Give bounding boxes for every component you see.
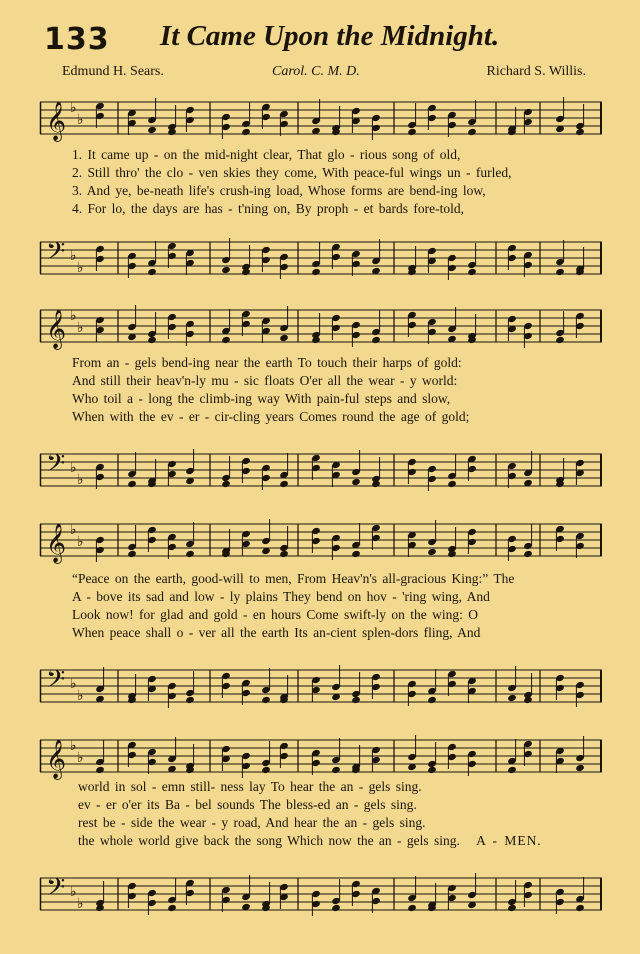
flat-icon: ♭ bbox=[70, 522, 77, 538]
treble-staff bbox=[40, 520, 602, 563]
lyric-verse-1: “Peace on the earth, good-will to men, From Heav'n's all-gracious King:” The bbox=[72, 571, 515, 586]
bass-staff bbox=[40, 450, 602, 490]
lyrics-block-2 bbox=[72, 354, 607, 426]
flat-icon: ♭ bbox=[77, 534, 84, 550]
lyric-verse-2: ev - er o'er its Ba - bel sounds The bless-ed an - gels sing. bbox=[78, 797, 417, 812]
note-head bbox=[311, 268, 321, 276]
note-head bbox=[427, 766, 437, 774]
note-head bbox=[279, 334, 289, 342]
note-head bbox=[185, 550, 195, 558]
flat-icon: ♭ bbox=[77, 320, 84, 336]
note-head bbox=[523, 550, 533, 558]
note-head bbox=[331, 904, 341, 912]
note-head bbox=[147, 126, 157, 134]
treble-staff bbox=[40, 98, 602, 141]
note-head bbox=[575, 128, 585, 136]
note-head bbox=[351, 550, 361, 558]
note-head bbox=[279, 480, 289, 488]
lyric-verse-2: 2. Still thro' the clo - ven skies they come, With peace-ful wings un - furled, bbox=[72, 165, 512, 180]
note-head bbox=[447, 480, 457, 488]
note-head bbox=[427, 548, 437, 556]
bass-clef-icon: 𝄢 bbox=[46, 237, 66, 272]
note-head bbox=[407, 128, 417, 136]
lyric-verse-4 bbox=[78, 832, 613, 850]
note-head bbox=[575, 764, 585, 772]
note-head bbox=[351, 696, 361, 704]
lyric-verse-4: When peace shall o - ver all the earth Its an-cient splen-dors fling, And bbox=[72, 625, 481, 640]
lyrics-block-4 bbox=[78, 778, 613, 850]
note-head bbox=[507, 766, 517, 774]
tune-meter: Carol. C. M. D. bbox=[272, 64, 360, 79]
note-head bbox=[467, 268, 477, 276]
flat-icon: ♭ bbox=[77, 112, 84, 128]
note-head bbox=[507, 694, 517, 702]
note-head bbox=[351, 478, 361, 486]
note-head bbox=[95, 766, 105, 774]
bass-clef-icon: 𝄢 bbox=[46, 873, 66, 908]
note-head bbox=[427, 696, 437, 704]
note-head bbox=[331, 766, 341, 774]
flat-icon: ♭ bbox=[70, 248, 77, 264]
composer-credit: Richard S. Willis. bbox=[486, 64, 586, 79]
flat-icon: ♭ bbox=[70, 676, 77, 692]
lyric-verse-3: Who toil a - long the climb-ing way With pain-ful steps and slow, bbox=[72, 391, 451, 406]
flat-icon: ♭ bbox=[70, 460, 77, 476]
flat-icon: ♭ bbox=[70, 100, 77, 116]
bass-staff bbox=[40, 238, 602, 278]
note-head bbox=[221, 480, 231, 488]
note-head bbox=[241, 128, 251, 136]
bass-staff bbox=[40, 666, 602, 706]
lyric-verse-4: When with the ev - er - cir-cling years Comes round the age of gold; bbox=[72, 409, 470, 424]
lyric-verse-1: 1. It came up - on the mid-night clear, That glo - rious song of old, bbox=[72, 147, 461, 162]
flat-icon: ♭ bbox=[70, 738, 77, 754]
bass-staff bbox=[40, 874, 602, 914]
treble-clef-icon: 𝄞 bbox=[46, 739, 67, 779]
note-head bbox=[185, 696, 195, 704]
flat-icon: ♭ bbox=[77, 688, 84, 704]
lyrics-block-3 bbox=[72, 570, 607, 642]
note-head bbox=[221, 266, 231, 274]
note-head bbox=[167, 904, 177, 912]
flat-icon: ♭ bbox=[70, 884, 77, 900]
lyric-verse-1: From an - gels bend-ing near the earth To touch their harps of gold: bbox=[72, 355, 462, 370]
flat-icon: ♭ bbox=[70, 308, 77, 324]
amen-label: A - MEN. bbox=[476, 833, 542, 848]
lyric-verse-4-text: the whole world give back the song Which now the an - gels sing. bbox=[78, 833, 460, 848]
note-head bbox=[575, 904, 585, 912]
flat-icon: ♭ bbox=[77, 750, 84, 766]
note-head bbox=[467, 128, 477, 136]
note-head bbox=[147, 336, 157, 344]
hymn-title: It Came Upon the Midnight. bbox=[160, 20, 500, 52]
lyric-verse-4: 4. For lo, the days are has - t'ning on, By proph - et bards fore-told, bbox=[72, 201, 464, 216]
note-head bbox=[127, 550, 137, 558]
note-head bbox=[371, 336, 381, 344]
note-head bbox=[555, 336, 565, 344]
lyric-verse-3: 3. And ye, be-neath life's crush-ing load, Whose forms are bend-ing low, bbox=[72, 183, 486, 198]
bass-clef-icon: 𝄢 bbox=[46, 665, 66, 700]
treble-clef-icon: 𝄞 bbox=[46, 309, 67, 349]
lyrics-block-1 bbox=[72, 146, 607, 218]
hymn-number: 133 bbox=[44, 22, 110, 57]
lyric-verse-2: A - bove its sad and low - ly plains They bend on hov - 'ring wing, And bbox=[72, 589, 490, 604]
bass-clef-icon: 𝄢 bbox=[46, 449, 66, 484]
lyric-verse-1: world in sol - emn still- ness lay To hear the an - gels sing. bbox=[78, 779, 422, 794]
treble-staff bbox=[40, 306, 602, 349]
flat-icon: ♭ bbox=[77, 260, 84, 276]
note-head bbox=[261, 766, 271, 774]
note-head bbox=[555, 268, 565, 276]
note-head bbox=[127, 480, 137, 488]
author-credit: Edmund H. Sears. bbox=[62, 64, 164, 79]
lyric-verse-3: Look now! for glad and gold - en hours Come swift-ly on the wing: O bbox=[72, 607, 478, 622]
note-head bbox=[279, 550, 289, 558]
flat-icon: ♭ bbox=[77, 896, 84, 912]
treble-clef-icon: 𝄞 bbox=[46, 523, 67, 563]
flat-icon: ♭ bbox=[77, 472, 84, 488]
lyric-verse-2: And still their heav'n-ly mu - sic floats O'er all the wear - y world: bbox=[72, 373, 458, 388]
treble-clef-icon: 𝄞 bbox=[46, 101, 67, 141]
hymn-header bbox=[0, 0, 640, 90]
note-head bbox=[147, 268, 157, 276]
treble-staff bbox=[40, 736, 602, 779]
note-head bbox=[507, 904, 517, 912]
note-head bbox=[407, 904, 417, 912]
note-head bbox=[261, 696, 271, 704]
note-head bbox=[221, 336, 231, 344]
lyric-verse-3: rest be - side the wear - y road, And hear the an - gels sing. bbox=[78, 815, 426, 830]
